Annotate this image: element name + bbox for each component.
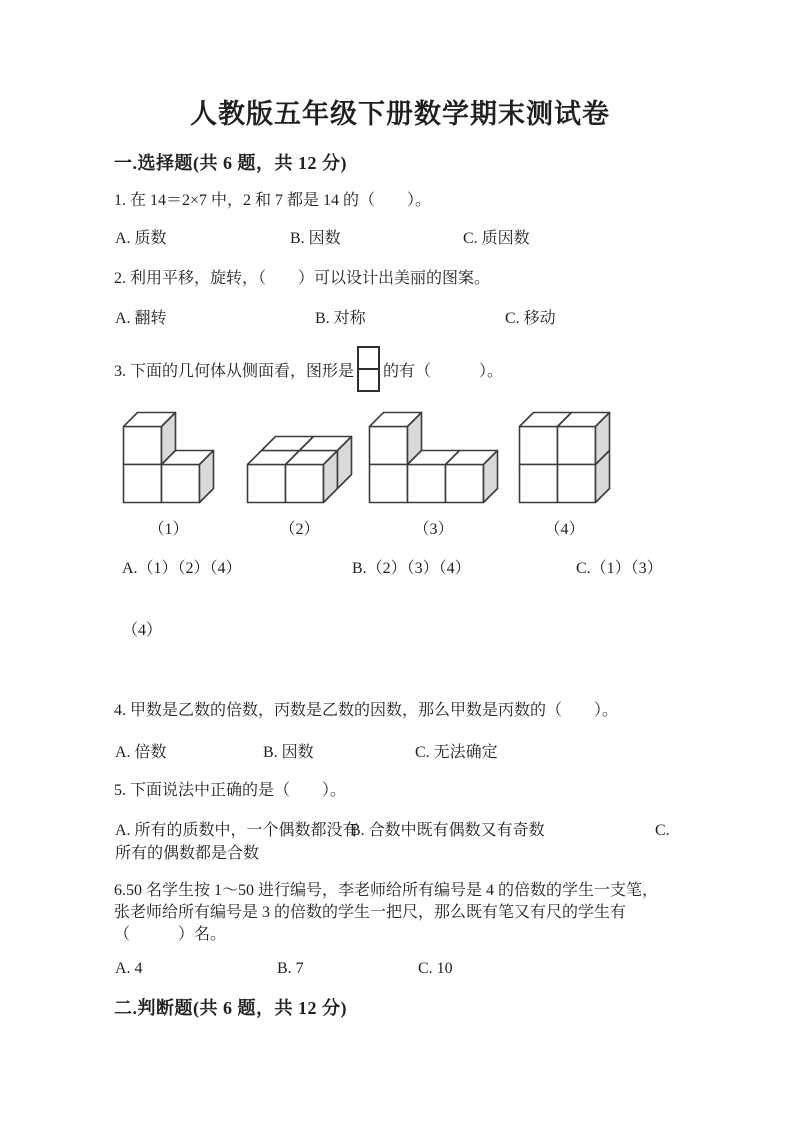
question-5-option-c: C. [655, 822, 670, 839]
question-6-option-b: B. 7 [277, 960, 304, 977]
question-1-option-b: B. 因数 [290, 230, 341, 247]
question-3-text-after: 的有（ ）。 [383, 362, 504, 380]
question-6-options [0, 958, 800, 980]
cube-figure-3-drawing [368, 408, 499, 504]
question-4-options [0, 742, 800, 764]
cube-figure-2-label: （2） [279, 521, 320, 538]
question-4-option-b: B. 因数 [263, 744, 314, 761]
question-3-text [114, 342, 503, 396]
cube-figure-3 [368, 408, 499, 539]
question-6-option-c: C. 10 [418, 960, 453, 977]
cube-figure-3-label: （3） [413, 521, 454, 538]
question-1-option-c: C. 质因数 [463, 230, 530, 247]
cube-figure-2-drawing [246, 408, 353, 504]
question-2-option-b: B. 对称 [315, 310, 366, 327]
question-5-options [0, 820, 800, 842]
cube-figure-1-drawing [122, 408, 215, 504]
cube-figure-4 [518, 408, 611, 539]
question-1-text: 1. 在 14＝2×7 中，2 和 7 都是 14 的（ ）。 [114, 192, 432, 209]
question-2-text: 2. 利用平移，旋转，（ ）可以设计出美丽的图案。 [114, 270, 491, 287]
question-6-text-line2: 张老师给所有编号是 3 的倍数的学生一把尺，那么既有笔又有尺的学生有 [114, 904, 627, 921]
question-4-option-c: C. 无法确定 [415, 744, 498, 761]
question-2-option-c: C. 移动 [505, 310, 556, 327]
question-4-text: 4. 甲数是乙数的倍数，丙数是乙数的因数，那么甲数是丙数的（ ）。 [114, 702, 619, 719]
question-5-text: 5. 下面说法中正确的是（ ）。 [114, 782, 347, 799]
question-1-option-a: A. 质数 [115, 230, 167, 247]
question-5-option-c-wrap: 所有的偶数都是合数 [115, 845, 260, 862]
page-title: 人教版五年级下册数学期末测试卷 [190, 99, 610, 129]
section-two-heading: 二.判断题(共 6 题，共 12 分) [114, 998, 347, 1018]
question-3-option-a: A.（1）（2）（4） [122, 560, 242, 577]
question-3-option-b: B.（2）（3）（4） [352, 560, 471, 577]
cube-figure-4-label: （4） [544, 521, 585, 538]
question-2-options [0, 308, 800, 330]
cube-figure-1 [122, 408, 215, 539]
question-1-options [0, 228, 800, 250]
question-5-option-b: B. 合数中既有偶数又有奇数 [350, 822, 545, 839]
question-3-option-c-wrap: （4） [122, 622, 163, 639]
question-6-text-line1: 6.50 名学生按 1～50 进行编号，李老师给所有编号是 4 的倍数的学生一支笔， [114, 882, 659, 899]
question-6-option-a: A. 4 [115, 960, 143, 977]
cube-figure-4-drawing [518, 408, 611, 504]
question-3-options [0, 558, 800, 580]
side-view-shape-icon [357, 346, 380, 392]
question-3-option-c: C.（1）（3） [576, 560, 663, 577]
question-4-option-a: A. 倍数 [115, 744, 167, 761]
section-one-heading: 一.选择题(共 6 题，共 12 分) [114, 153, 347, 173]
cube-figure-1-label: （1） [148, 521, 189, 538]
question-3-text-before: 3. 下面的几何体从侧面看，图形是 [114, 362, 355, 380]
question-6-text-line3: （ ）名。 [114, 926, 227, 943]
cube-figure-2 [246, 408, 353, 539]
question-2-option-a: A. 翻转 [115, 310, 167, 327]
question-5-option-a: A. 所有的质数中，一个偶数都没有 [115, 822, 359, 839]
